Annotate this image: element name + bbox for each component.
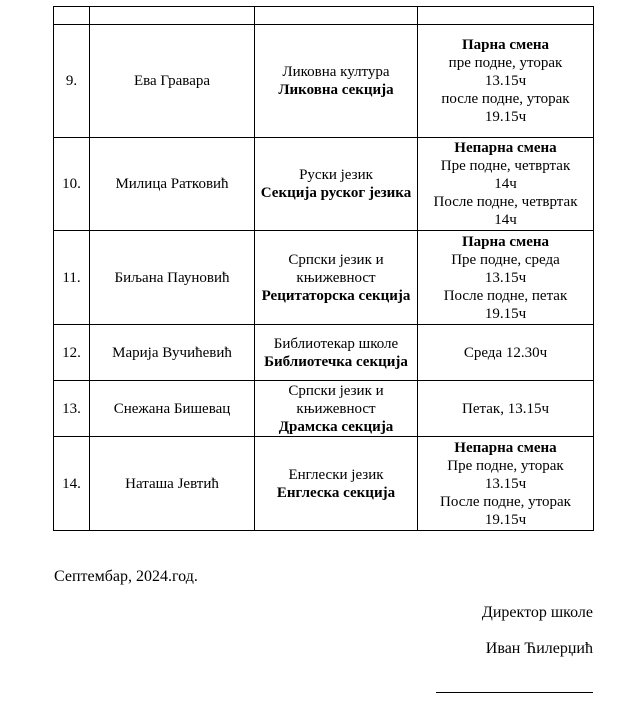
table-row <box>54 138 594 231</box>
table-row <box>54 381 594 437</box>
schedule-line: 13.15ч <box>484 475 527 492</box>
row-number-cell <box>54 437 90 531</box>
subject-text: Руски језик <box>299 167 373 183</box>
teacher-name-cell <box>90 325 255 381</box>
subject-cell <box>255 325 418 381</box>
schedule-line: Пре подне, среда <box>451 251 560 268</box>
schedule-line: Петак, 13.15ч <box>462 400 549 417</box>
row-number: 13. <box>62 400 81 417</box>
subject-text: Српски језик и књижевност <box>288 251 384 286</box>
director-name: Иван Ћилерџић <box>485 640 593 657</box>
teacher-name-cell <box>90 381 255 437</box>
teacher-name: Биљана Пауновић <box>114 269 230 286</box>
teacher-name: Милица Ратковић <box>115 176 229 192</box>
subject-cell <box>255 25 418 138</box>
section-name: Рецитаторска секција <box>261 287 411 304</box>
director-title: Директор школе <box>481 604 593 621</box>
header-cell <box>54 7 90 25</box>
teacher-name: Марија Вучићевић <box>112 344 232 361</box>
schedule-cell <box>418 325 594 381</box>
row-number: 10. <box>62 176 81 192</box>
schedule-line: Пре подне, уторак <box>447 457 564 474</box>
shift-title: Парна смена <box>461 233 550 250</box>
schedule-line: Пре подне, четвртак <box>440 158 571 174</box>
schedule-line: после подне, уторак <box>441 91 570 107</box>
schedule-cell <box>418 381 594 437</box>
schedule-line: Среда 12.30ч <box>463 344 548 361</box>
shift-title: Парна смена <box>461 37 550 53</box>
subject-cell <box>255 437 418 531</box>
header-cell <box>255 7 418 25</box>
row-number: 9. <box>65 73 78 89</box>
table-row <box>54 325 594 381</box>
header-cell <box>418 7 594 25</box>
schedule-line: 13.15ч <box>484 73 527 89</box>
teacher-name: Ева Гравара <box>133 73 211 89</box>
subject-cell <box>255 231 418 325</box>
schedule-line: После подне, петак <box>443 287 568 304</box>
teacher-name: Наташа Јевтић <box>125 475 219 492</box>
section-name: Ликовна секција <box>278 82 394 98</box>
table-row <box>54 437 594 531</box>
schedule-line: 13.15ч <box>484 269 527 286</box>
schedule-line: После подне, уторак <box>440 493 571 510</box>
shift-title: Непарна смена <box>454 140 557 156</box>
shift-title: Непарна смена <box>454 439 557 456</box>
row-number: 12. <box>62 344 81 361</box>
row-number-cell <box>54 231 90 325</box>
schedule-line: 19.15ч <box>484 511 527 528</box>
section-name: Библиотечка секција <box>264 353 408 370</box>
schedule-line: 14ч <box>494 212 517 228</box>
signature-line <box>436 692 593 693</box>
subject-text: Енглески језик <box>288 466 384 483</box>
section-name: Енглеска секција <box>276 484 396 501</box>
document-date: Септембар, 2024.год. <box>54 568 198 585</box>
row-number-cell <box>54 25 90 138</box>
subject-text: Српски језик и књижевност <box>288 382 384 417</box>
schedule-line: 19.15ч <box>484 109 527 125</box>
teacher-name-cell <box>90 138 255 231</box>
section-name: Драмска секција <box>278 418 394 435</box>
subject-text: Ликовна култура <box>282 64 390 80</box>
row-number: 14. <box>62 475 81 492</box>
teacher-name: Снежана Бишевац <box>113 400 231 417</box>
schedule-line: 19.15ч <box>484 305 527 322</box>
teacher-name-cell <box>90 437 255 531</box>
row-number: 11. <box>62 269 81 286</box>
teacher-name-cell <box>90 231 255 325</box>
subject-cell <box>255 381 418 437</box>
table-row <box>54 25 594 138</box>
row-number-cell <box>54 325 90 381</box>
subject-text: Библиотекар школе <box>273 335 399 352</box>
schedule-cell <box>418 25 594 138</box>
sections-table <box>53 6 594 531</box>
schedule-line: пре подне, уторак <box>448 55 563 71</box>
row-number-cell <box>54 381 90 437</box>
schedule-cell <box>418 138 594 231</box>
header-cell <box>90 7 255 25</box>
schedule-line: После подне, четвртак <box>433 194 578 210</box>
schedule-cell <box>418 231 594 325</box>
schedule-line: 14ч <box>494 176 517 192</box>
section-name: Секција руског језика <box>260 185 412 201</box>
subject-cell <box>255 138 418 231</box>
teacher-name-cell <box>90 25 255 138</box>
schedule-cell <box>418 437 594 531</box>
table-row <box>54 231 594 325</box>
row-number-cell <box>54 138 90 231</box>
table-header-row <box>54 7 594 25</box>
